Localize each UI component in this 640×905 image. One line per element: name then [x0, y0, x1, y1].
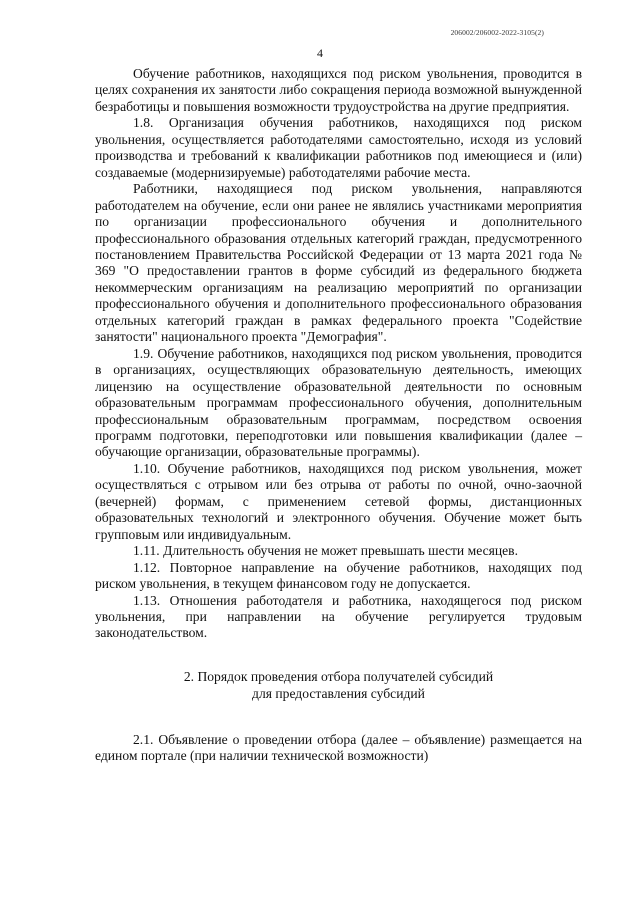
section-heading-line: 2. Порядок проведения отбора получателей субсидий: [183, 668, 494, 684]
paragraph: Работники, находящиеся под риском увольнения, направляются работодателем на обучение, если они ранее не являлись участниками мероприятия по организации профессионального обучения и дополнительного профессионального образования отдельных категорий граждан, предусмотренного постановлением Правительства Российской Федерации от 13 марта 2021 года № 369 "О предоставлении грантов в форме субсидий из федерального бюджета некоммерческим организациям на реализацию мероприятий по организации профессионального обучения и дополнительного профессионального образования отдельных категорий граждан в рамках федерального проекта "Содействие занятости" национального проекта "Демография".: [95, 181, 582, 345]
section-heading-line: для предоставления субсидий: [252, 685, 425, 701]
page-number: 4: [317, 46, 323, 60]
section-heading: [95, 668, 582, 702]
paragraph: 1.8. Организация обучения работников, находящихся под риском увольнения, осуществляется работодателями самостоятельно, исходя из условий производства и требований к квалификации работников под имеющиеся и (или) создаваемые (модернизируемые) работодателями рабочие места.: [95, 115, 582, 180]
paragraph: Обучение работников, находящихся под риском увольнения, проводится в целях сохранения их занятости либо сокращения периода возможной вынужденной безработицы и повышения возможности трудоустройства на другие предприятия.: [95, 66, 582, 114]
document-body: [95, 66, 582, 765]
document-number: 206002/206002-2022-3105(2): [450, 28, 544, 37]
paragraph: 1.9. Обучение работников, находящихся под риском увольнения, проводится в организациях, осуществляющих образовательную деятельность, имеющих лицензию на осуществление образовательной деятельности по основным образовательным программам профессионального обучения, дополнительным профессиональным образовательным программам, посредством освоения программ подготовки, переподготовки или повышения квалификации (далее – обучающие организации, образовательные программы).: [95, 345, 582, 460]
paragraph: 1.10. Обучение работников, находящихся под риском увольнения, может осуществляться с отрывом или без отрыва от работы по очной, очно-заочной (вечерней) формам, с применением сетевой формы, дистанционных образовательных технологий и электронного обучения. Обучение может быть групповым или индивидуальным.: [95, 460, 582, 542]
paragraph: 2.1. Объявление о проведении отбора (далее – объявление) размещается на едином портале (при наличии технической возможности): [95, 731, 582, 764]
paragraph: 1.13. Отношения работодателя и работника, находящегося под риском увольнения, при направлении на обучение регулируется трудовым законодательством.: [95, 592, 582, 641]
paragraph: 1.12. Повторное направление на обучение работников, находящих под риском увольнения, в текущем финансовом году не допускается.: [95, 559, 582, 592]
paragraph: 1.11. Длительность обучения не может превышать шести месяцев.: [133, 543, 518, 559]
